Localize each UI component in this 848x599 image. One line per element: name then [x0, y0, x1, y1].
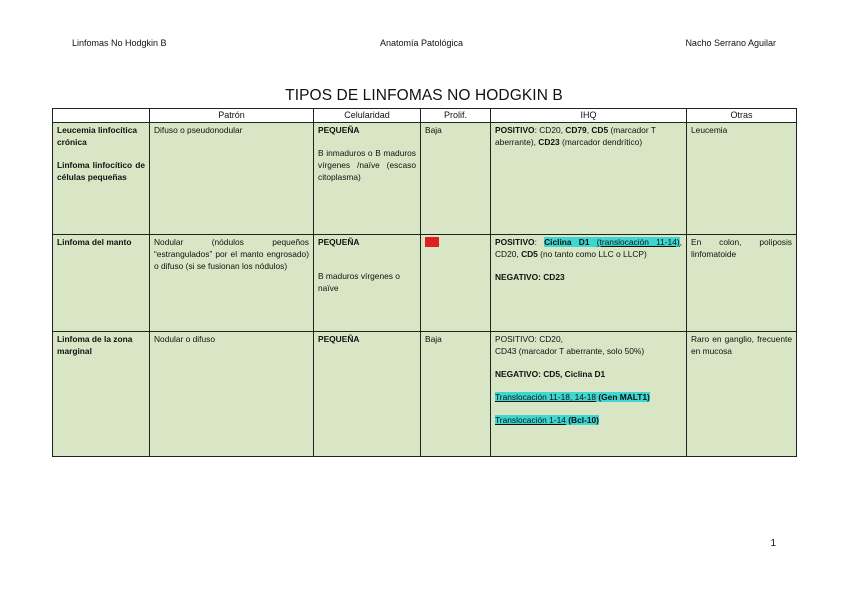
column-header-celularidad: Celularidad	[314, 109, 421, 123]
ihq-marker: CD5	[521, 248, 538, 259]
gene-highlight: (Gen MALT1)	[596, 391, 650, 402]
celularidad-cell	[314, 235, 421, 332]
celularidad-size: PEQUEÑA	[318, 334, 360, 344]
lymphoma-table	[52, 108, 797, 457]
ihq-text: , CD20,	[495, 237, 682, 259]
lymphoma-name-cell	[53, 123, 150, 235]
ihq-text: (marcador dendrítico)	[559, 136, 643, 147]
patron-text: Nodular (nódulos pequeños “estrangulados” por el manto engrosado) o difuso (si se fusionan los nódulos)	[154, 237, 309, 271]
header-right: Nacho Serrano Aguilar	[685, 38, 776, 48]
prolif-cell	[421, 235, 491, 332]
lymphoma-name-alt: Linfoma linfocítico de células pequeñas	[57, 159, 145, 182]
patron-text: Difuso o pseudonodular	[154, 125, 243, 135]
ihq-negative-label: NEGATIVO	[495, 271, 539, 282]
ihq-cell	[491, 332, 687, 457]
ihq-marker: CD5, Ciclina D1	[543, 368, 606, 379]
page-number: 1	[770, 538, 776, 549]
otras-text: Leucemia	[691, 125, 728, 135]
lymphoma-name-cell	[53, 235, 150, 332]
translocation-link[interactable]: (translocación 11-14)	[596, 237, 680, 247]
prolif-value: Baja	[425, 125, 442, 135]
celularidad-text: B inmaduros o B maduros vírgenes /naïve (escaso citoplasma)	[318, 147, 416, 182]
header-center: Anatomía Patológica	[380, 38, 464, 48]
lymphoma-name: Linfoma de la zona marginal	[57, 334, 133, 356]
table-row	[53, 123, 797, 235]
column-header-blank	[53, 109, 150, 123]
celularidad-text: B maduros vírgenes o naïve	[318, 270, 400, 293]
ihq-cell	[491, 235, 687, 332]
ihq-text: (marcador T aberrante),	[495, 125, 656, 147]
ihq-positive-label: POSITIVO	[495, 237, 535, 247]
ihq-text: ,	[586, 125, 592, 135]
ihq-text	[590, 237, 597, 247]
patron-text: Nodular o difuso	[154, 334, 215, 344]
prolif-cell	[421, 332, 491, 457]
ihq-marker: CD23	[543, 271, 565, 282]
patron-cell	[150, 332, 314, 457]
ihq-text: :	[534, 237, 545, 247]
lymphoma-name-cell	[53, 332, 150, 457]
ihq-text: :	[538, 271, 544, 282]
otras-text: En colon, poliposis linfomatoide	[691, 237, 792, 259]
ihq-positive-label: POSITIVO	[495, 125, 535, 135]
prolif-cell	[421, 123, 491, 235]
lymphoma-name: Leucemia linfocítica crónica	[57, 125, 138, 147]
prolif-value: Baja	[425, 334, 442, 344]
ihq-highlight: Ciclina D1	[544, 237, 590, 247]
celularidad-cell	[314, 123, 421, 235]
ihq-marker: CD23	[538, 136, 560, 147]
otras-cell	[687, 123, 797, 235]
document-title: TIPOS DE LINFOMAS NO HODGKIN B	[285, 87, 563, 104]
gene-highlight: (Bcl-10)	[565, 414, 599, 425]
ihq-negative-label: NEGATIVO	[495, 368, 539, 379]
celularidad-size: PEQUEÑA	[318, 125, 360, 135]
patron-cell	[150, 235, 314, 332]
ihq-text: : CD20,	[534, 125, 566, 135]
celularidad-cell	[314, 332, 421, 457]
otras-cell	[687, 332, 797, 457]
ihq-marker: CD5	[591, 125, 609, 135]
ihq-text: :	[538, 368, 544, 379]
column-header-prolif: Prolif.	[421, 109, 491, 123]
lymphoma-name: Linfoma del manto	[57, 237, 132, 247]
header-left: Linfomas No Hodgkin B	[72, 38, 167, 48]
prolif-value-highlight: Alta	[425, 237, 440, 247]
otras-text: Raro en ganglio, frecuente en mucosa	[691, 334, 792, 356]
translocation-link[interactable]: Translocación 11-18, 14-18	[495, 391, 597, 402]
ihq-text: (no tanto como LLC o LLCP)	[537, 248, 647, 259]
translocation-link[interactable]: Translocación 1-14	[495, 414, 566, 425]
column-header-patron: Patrón	[150, 109, 314, 123]
table-row	[53, 332, 797, 457]
ihq-line: POSITIVO: CD20,	[495, 334, 563, 344]
ihq-line: CD43 (marcador T aberrante, solo 50%)	[495, 345, 645, 356]
column-header-ihq: IHQ	[491, 109, 687, 123]
column-header-otras: Otras	[687, 109, 797, 123]
celularidad-size: PEQUEÑA	[318, 237, 360, 247]
ihq-marker: CD79	[565, 125, 587, 135]
patron-cell	[150, 123, 314, 235]
ihq-cell	[491, 123, 687, 235]
otras-cell	[687, 235, 797, 332]
table-header-row	[53, 109, 797, 123]
table-row	[53, 235, 797, 332]
